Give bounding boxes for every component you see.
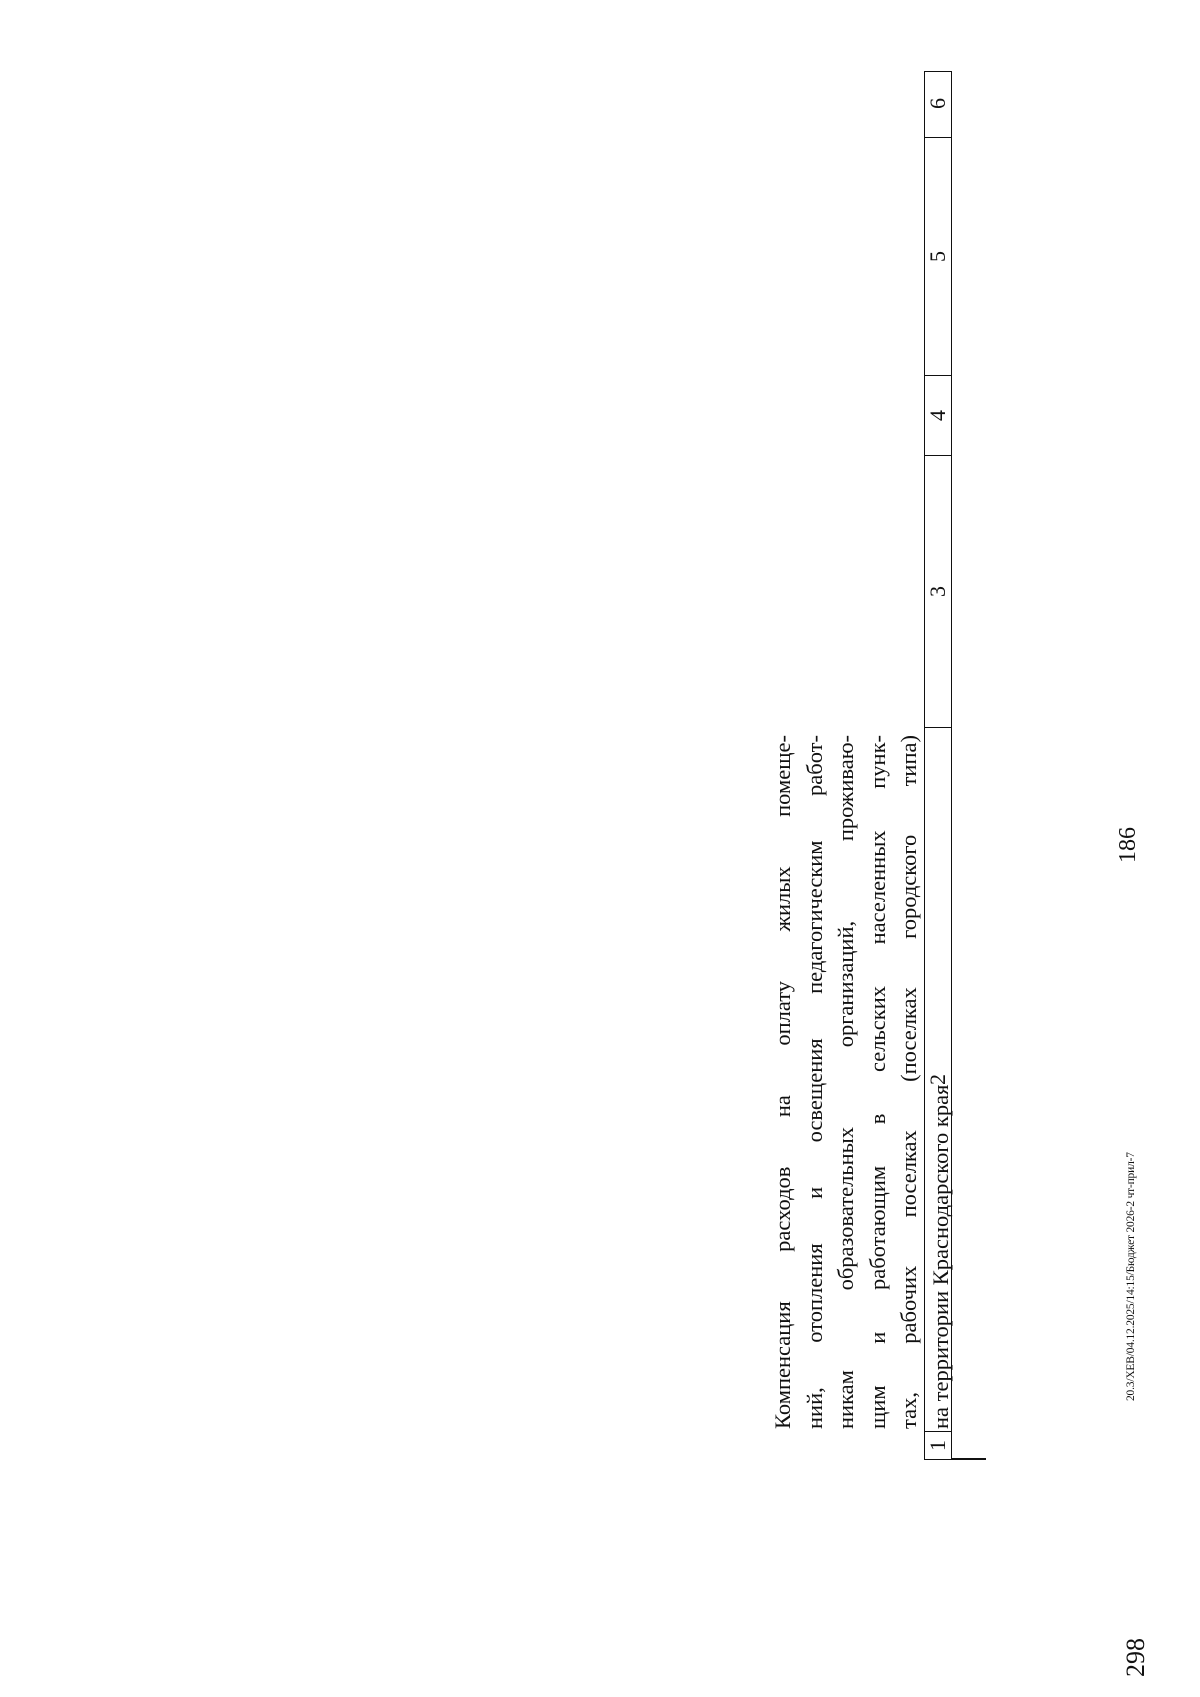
row-1-line-1: Компенсация расходов на оплату жилых помеще-: [770, 735, 795, 1429]
document-page-number: 298: [1121, 1638, 1150, 1677]
print-stamp: 20.3/ХЕВ/04.12.2025/14:15/Бюджет 2026-2 чт-прил-7: [1125, 1152, 1137, 1401]
column-header-1: 1: [925, 1440, 950, 1451]
column-header-6: 6: [925, 70, 951, 138]
column-header-3: 3: [925, 456, 951, 728]
row-1-line-6: на территории Краснодарского края: [927, 1084, 953, 1429]
column-header-2: 2: [925, 728, 951, 1432]
row-1-line-2: ний, отопления и освещения педагогическим работ-: [801, 735, 827, 1429]
column-header-4: 4: [925, 376, 951, 456]
row-1-line-4: щим и работающим в сельских населенных пунк-: [864, 735, 890, 1429]
row-1-line-5: тах, рабочих поселках (поселках городского типа): [896, 735, 921, 1429]
column-header-5: 5: [925, 138, 951, 376]
row-1-line-3: никам образовательных организаций, проживаю-: [833, 735, 858, 1429]
row-1-description-block: [767, 735, 956, 1429]
page-number: 186: [1115, 827, 1141, 863]
